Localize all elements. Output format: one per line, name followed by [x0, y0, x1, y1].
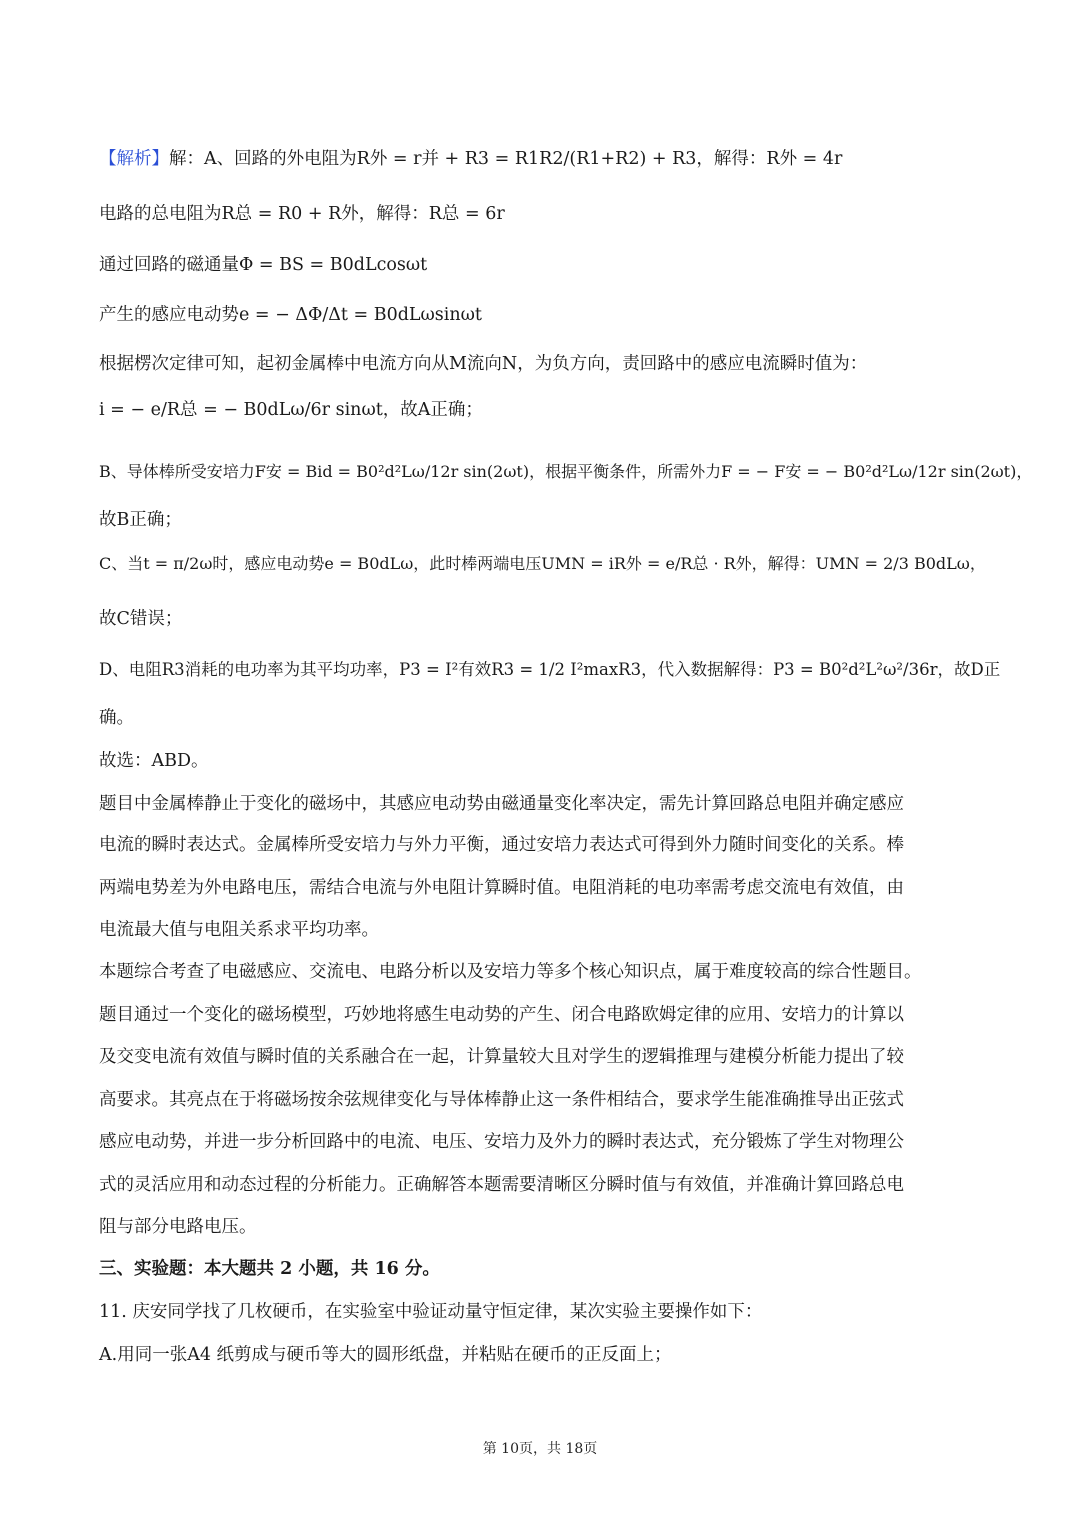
solution-line-8: 故B正确；	[99, 510, 182, 530]
section-heading: 三、实验题：本大题共 2 小题，共 16 分。	[99, 1259, 440, 1279]
analysis-line-1: 题目中金属棒静止于变化的磁场中，其感应电动势由磁通量变化率决定，需先计算回路总电阻并确定感应	[99, 794, 904, 814]
question-step-a: A.用同一张A4 纸剪成与硬币等大的圆形纸盘，并粘贴在硬币的正反面上；	[99, 1345, 672, 1365]
comment-line-3: 及交变电流有效值与瞬时值的关系融合在一起，计算量较大且对学生的逻辑推理与建模分析能力提出了较	[99, 1047, 904, 1067]
solution-line-9: C、当t = π/2ω时，感应电动势e = B0dLω，此时棒两端电压UMN = iR外 = e/R总 · R外，解得：UMN = 2/3 B0dLω，	[99, 554, 986, 573]
comment-line-2: 题目通过一个变化的磁场模型，巧妙地将感生电动势的产生、闭合电路欧姆定律的应用、安培力的计算以	[99, 1005, 904, 1025]
solution-line-13: 故选：ABD。	[99, 751, 209, 771]
analysis-line-3: 两端电势差为外电路电压，需结合电流与外电阻计算瞬时值。电阻消耗的电功率需考虑交流电有效值，由	[99, 878, 904, 898]
comment-line-1: 本题综合考查了电磁感应、交流电、电路分析以及安培力等多个核心知识点，属于难度较高的综合性题目。	[99, 962, 922, 982]
analysis-line-2: 电流的瞬时表达式。金属棒所受安培力与外力平衡，通过安培力表达式可得到外力随时间变化的关系。棒	[99, 835, 904, 855]
solution-line-2: 电路的总电阻为R总 = R0 + R外，解得：R总 = 6r	[99, 204, 505, 224]
solution-tag: 【解析】	[99, 149, 169, 169]
solution-line-12: 确。	[99, 708, 134, 728]
solution-line-4: 产生的感应电动势e = − ΔΦ/Δt = B0dLωsinωt	[99, 305, 482, 325]
page-footer: 第 10页，共 18页	[482, 1441, 598, 1457]
comment-line-5: 感应电动势，并进一步分析回路中的电流、电压、安培力及外力的瞬时表达式，充分锻炼了学生对物理公	[99, 1132, 904, 1152]
solution-line-1	[99, 144, 984, 174]
solution-line-6: i = − e/R总 = − B0dLω/6r sinωt，故A正确；	[99, 400, 483, 420]
analysis-line-4: 电流最大值与电阻关系求平均功率。	[99, 920, 379, 940]
solution-text-1: 解：A、回路的外电阻为R外 = r并 + R3 = R1R2/(R1+R2) + R3，解得：R外 = 4r	[169, 149, 843, 169]
solution-line-11: D、电阻R3消耗的电功率为其平均功率，P3 = I²有效R3 = 1/2 I²maxR3，代入数据解得：P3 = B0²d²L²ω²/36r，故D正	[99, 660, 1001, 679]
question-stem: 11. 庆安同学找了几枚硬币，在实验室中验证动量守恒定律，某次实验主要操作如下：	[99, 1302, 763, 1322]
solution-line-7: B、导体棒所受安培力F安 = Bid = B0²d²Lω/12r sin(2ωt)，根据平衡条件，所需外力F = − F安 = − B0²d²Lω/12r sin(2ωt)，	[99, 462, 1033, 481]
solution-line-5: 根据楞次定律可知，起初金属棒中电流方向从M流向N，为负方向，责回路中的感应电流瞬时值为：	[99, 354, 868, 374]
solution-line-10: 故C错误；	[99, 609, 183, 629]
comment-line-6: 式的灵活应用和动态过程的分析能力。正确解答本题需要清晰区分瞬时值与有效值，并准确计算回路总电	[99, 1175, 904, 1195]
comment-line-4: 高要求。其亮点在于将磁场按余弦规律变化与导体棒静止这一条件相结合，要求学生能准确推导出正弦式	[99, 1090, 904, 1110]
solution-line-3: 通过回路的磁通量Φ = BS = B0dLcosωt	[99, 255, 428, 275]
comment-line-7: 阻与部分电路电压。	[99, 1217, 257, 1237]
